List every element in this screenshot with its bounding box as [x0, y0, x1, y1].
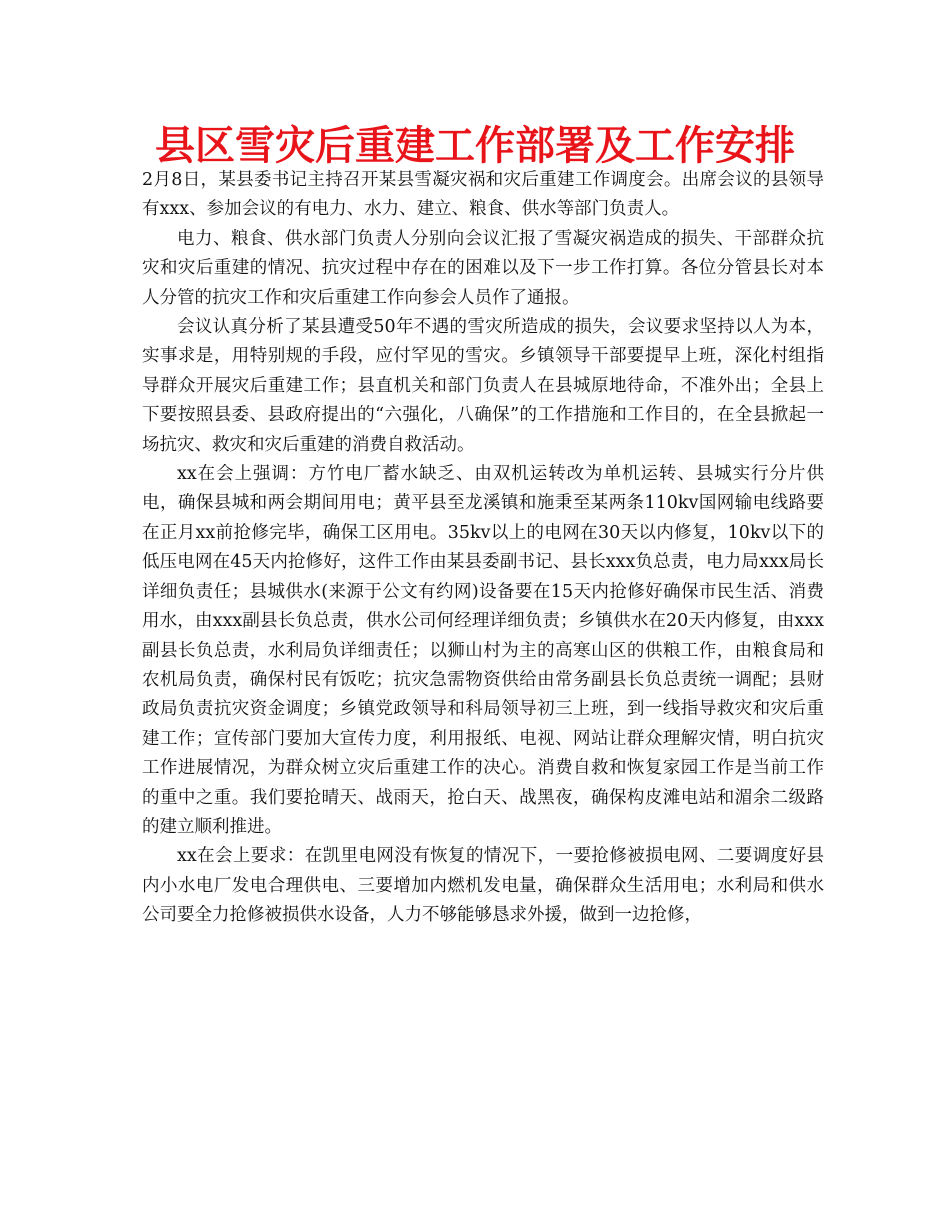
paragraph-2: 电力、粮食、供水部门负责人分别向会议汇报了雪凝灾祸造成的损失、干部群众抗灾和灾后重建的情况、抗灾过程中存在的困难以及下一步工作打算。各位分管县长对本人分管的抗灾工作和灾后重建工作向参会人员作了通报。: [142, 228, 824, 308]
paragraph-1: 2月8日，某县委书记主持召开某县雪凝灾祸和灾后重建工作调度会。出席会议的县领导有xxx、参加会议的有电力、水力、建立、粮食、供水等部门负责人。: [142, 170, 824, 220]
paragraph-5: xx在会上要求：在凯里电网没有恢复的情况下，一要抢修被损电网、二要调度好县内小水电厂发电合理供电、三要增加内燃机发电量，确保群众生活用电；水利局和供水公司要全力抢修被损供水设备，人力不够能够恳求外援，做到一边抢修，: [142, 846, 824, 926]
paragraph-4: xx在会上强调：方竹电厂蓄水缺乏、由双机运转改为单机运转、县城实行分片供电，确保县城和两会期间用电；黄平县至龙溪镇和施秉至某两条110kv国网输电线路要在正月xx前抢修完毕，确保工区用电。35kv以上的电网在30天以内修复，10kv以下的低压电网在45天内抢修好，这件工作由某县委副书记、县长xxx负总责，电力局xxx局长详细负责任；县城供水(来源于公文有约网)设备要在15天内抢修好确保市民生活、消费用水，由xxx副县长负总责，供水公司何经理详细负责；乡镇供水在20天内修复，由xxx副县长负总责，水利局负详细责任；以狮山村为主的高寒山区的供粮工作，由粮食局和农机局负责，确保村民有饭吃；抗灾急需物资供给由常务副县长负总责统一调配；县财政局负责抗灾资金调度；乡镇党政领导和科局领导初三上班，到一线指导救灾和灾后重建工作；宣传部门要加大宣传力度，利用报纸、电视、网站让群众理解灾情，明白抗灾工作进展情况，为群众树立灾后重建工作的决心。消费自救和恢复家园工作是当前工作的重中之重。我们要抢晴天、战雨天，抢白天、战黑夜，确保构皮滩电站和湄余二级路的建立顺利推进。: [142, 464, 824, 837]
document-body: [142, 166, 824, 931]
document-title: 县区雪灾后重建工作部署及工作安排: [155, 123, 795, 169]
paragraph-3: 会议认真分析了某县遭受50年不遇的雪灾所造成的损失，会议要求坚持以人为本，实事求是，用特别规的手段，应付罕见的雪灾。乡镇领导干部要提早上班，深化村组指导群众开展灾后重建工作；县直机关和部门负责人在县城原地待命，不准外出；全县上下要按照县委、县政府提出的“六强化，八确保”的工作措施和工作目的，在全县掀起一场抗灾、救灾和灾后重建的消费自救活动。: [142, 317, 824, 455]
